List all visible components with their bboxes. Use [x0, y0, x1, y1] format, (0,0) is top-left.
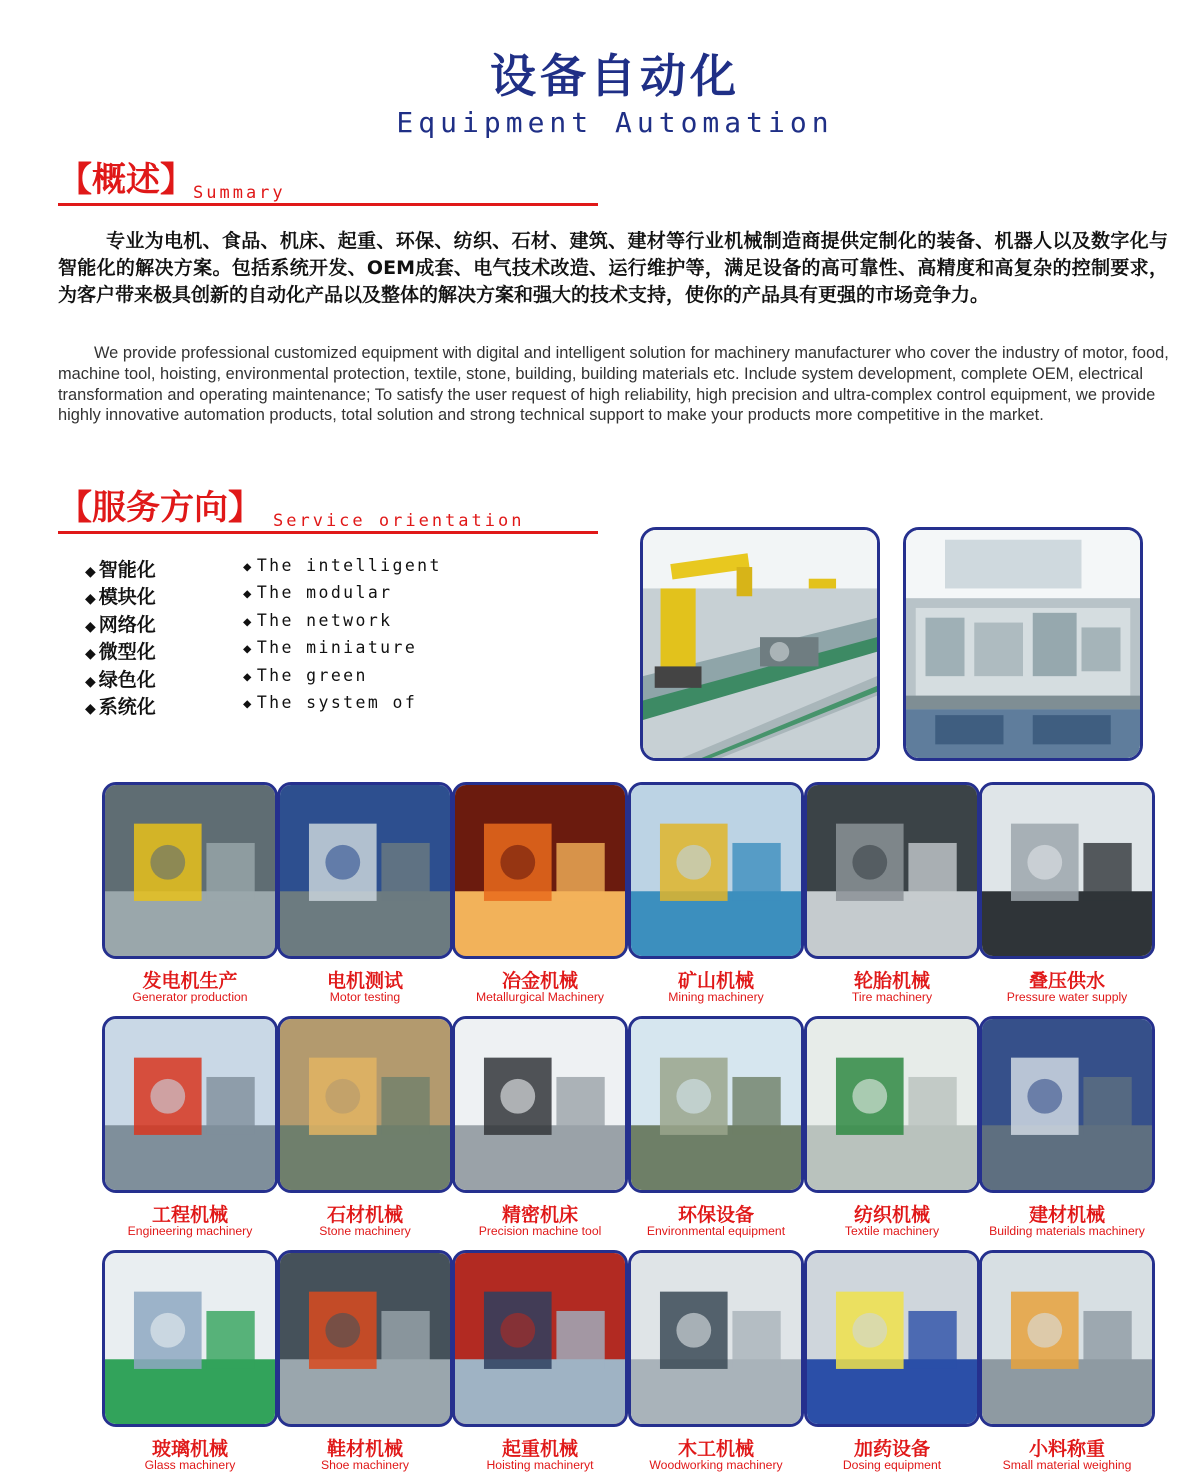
tire-machinery-photo [804, 782, 980, 959]
industry-title-cn: 鞋材机械 [326, 1438, 403, 1460]
service-item-label: The system of [256, 692, 418, 712]
service-heading [58, 490, 598, 534]
shoe-machinery-photo [277, 1250, 453, 1427]
summary-heading [58, 162, 598, 206]
service-list-cn [85, 555, 156, 719]
water-supply-photo [979, 782, 1155, 959]
industry-title-en: Motor testing [329, 990, 401, 1004]
metallurgical-machinery-photo [452, 782, 628, 959]
industry-title-en: Metallurgical Machinery [475, 990, 605, 1004]
industry-card [277, 1250, 453, 1482]
industry-title-cn: 小料称重 [1028, 1438, 1105, 1460]
service-heading-cn: 【服务方向】 [58, 488, 262, 528]
training-lab-bench-photo [903, 527, 1143, 761]
industry-card [628, 782, 804, 1017]
industry-title-cn: 加药设备 [853, 1438, 930, 1460]
service-item-en [243, 556, 442, 583]
industry-title-cn: 冶金机械 [501, 970, 578, 992]
industry-title-en: Shoe machinery [320, 1458, 410, 1472]
service-item-en [243, 693, 442, 720]
industry-title-cn: 叠压供水 [1028, 970, 1105, 992]
diamond-bullet-icon: ◆ [85, 564, 96, 580]
industry-card [804, 782, 980, 1017]
industry-card [102, 1016, 278, 1251]
industry-card [277, 782, 453, 1017]
industry-card [979, 1016, 1155, 1251]
diamond-bullet-icon: ◆ [85, 591, 96, 608]
industry-title-cn: 轮胎机械 [853, 970, 930, 992]
diamond-bullet-icon: ◆ [243, 668, 254, 685]
service-item-en [243, 583, 442, 610]
industry-card [452, 1016, 628, 1251]
building-materials-machinery-photo [979, 1016, 1155, 1193]
service-item-en [243, 638, 442, 665]
summary-heading-cn: 【概述】 [58, 160, 194, 200]
industry-title-cn: 起重机械 [501, 1438, 578, 1460]
page-title-en: Equipment Automation [396, 106, 834, 139]
summary-heading-en: Summary [193, 183, 286, 203]
industry-card [804, 1016, 980, 1251]
industry-title-cn: 木工机械 [677, 1438, 754, 1460]
diamond-bullet-icon: ◆ [85, 673, 96, 690]
industry-title-cn: 玻璃机械 [151, 1438, 228, 1460]
dosing-equipment-photo [804, 1250, 980, 1427]
industry-card [979, 1250, 1155, 1482]
industry-title-en: Mining machinery [668, 990, 764, 1004]
mining-machinery-photo [628, 782, 804, 959]
service-item-cn [85, 555, 156, 582]
motor-testing-photo [277, 782, 453, 959]
service-heading-en: Service orientation [273, 511, 525, 531]
diamond-bullet-icon: ◆ [243, 695, 254, 712]
industry-title-en: Textile machinery [844, 1224, 940, 1238]
industry-card [277, 1016, 453, 1251]
diamond-bullet-icon: ◆ [85, 646, 96, 663]
service-item-en [243, 611, 442, 638]
diamond-bullet-icon: ◆ [243, 641, 254, 658]
industry-card [102, 782, 278, 1017]
industry-title-cn: 精密机床 [501, 1204, 578, 1226]
service-item-cn [85, 637, 156, 664]
glass-machinery-photo [102, 1250, 278, 1427]
service-item-label: 网络化 [98, 613, 156, 636]
industry-title-en: Building materials machinery [989, 1224, 1145, 1238]
small-material-weighing-photo [979, 1250, 1155, 1427]
industry-title-en: Precision machine tool [478, 1224, 602, 1238]
diamond-bullet-icon: ◆ [243, 613, 254, 630]
generator-production-photo [102, 782, 278, 959]
industry-title-en: Generator production [132, 990, 248, 1004]
diamond-bullet-icon: ◆ [243, 559, 254, 575]
service-item-label: The miniature [256, 638, 418, 658]
service-item-label: The network [256, 610, 393, 630]
service-item-cn [85, 610, 156, 637]
diamond-bullet-icon: ◆ [243, 586, 254, 603]
industry-title-en: Hoisting machineryt [486, 1458, 594, 1472]
service-item-label: The intelligent [256, 556, 442, 575]
service-item-cn [85, 692, 156, 719]
service-item-label: 智能化 [98, 559, 156, 581]
industry-title-cn: 石材机械 [326, 1204, 403, 1226]
industry-card [979, 782, 1155, 1017]
summary-text-cn: 专业为电机、食品、机床、起重、环保、纺织、石材、建筑、建材等行业机械制造商提供定制化的装备、机器人以及数字化与智能化的解决方案。包括系统开发、OEM成套、电气技术改造、运行维护等，满足设备的高可靠性、高精度和高复杂的控制要求，为客户带来极具创新的自动化产品以及整体的解决方案和强大的技术支持，使你的产品具有更强的市场竞争力。 [58, 230, 1168, 306]
industry-card [804, 1250, 980, 1482]
industry-title-en: Small material weighing [1002, 1458, 1132, 1472]
industry-title-en: Pressure water supply [1006, 990, 1128, 1004]
robot-production-line-photo [640, 527, 880, 761]
service-item-cn [85, 582, 156, 609]
service-item-en [243, 666, 442, 693]
service-item-label: The green [256, 665, 368, 685]
industry-card [102, 1250, 278, 1482]
environmental-equipment-photo [628, 1016, 804, 1193]
industry-title-cn: 电机测试 [326, 970, 403, 992]
industry-title-cn: 纺织机械 [853, 1204, 930, 1226]
industry-title-en: Woodworking machinery [649, 1458, 783, 1472]
industry-card [628, 1016, 804, 1251]
industry-title-en: Glass machinery [144, 1458, 236, 1472]
stone-machinery-photo [277, 1016, 453, 1193]
summary-text-en: We provide professional customized equipment with digital and intelligent solution for machinery manufacturer who cover the industry of motor, food, machine tool, hoisting, environmental protection, textile, stone, building, building materials etc. Include system development, complete OEM, electrical transformation and operating maintenance; To satisfy the user request of high reliability, high precision and ultra-complex control equipment, we provide highly innovative automation products, total solution and strong technical support to make your products more competitive in the market. [58, 344, 1169, 425]
industry-title-en: Dosing equipment [842, 1458, 942, 1472]
diamond-bullet-icon: ◆ [85, 618, 96, 635]
industry-title-en: Tire machinery [851, 990, 933, 1004]
hoisting-machinery-photo [452, 1250, 628, 1427]
industry-title-cn: 工程机械 [151, 1204, 228, 1226]
service-item-label: 微型化 [98, 641, 156, 664]
industry-title-cn: 发电机生产 [142, 970, 238, 992]
precision-machine-tool-photo [452, 1016, 628, 1193]
industry-title-cn: 建材机械 [1028, 1204, 1105, 1226]
service-item-label: 模块化 [98, 586, 156, 609]
industry-card [452, 782, 628, 1017]
industry-title-cn: 矿山机械 [677, 970, 754, 992]
industry-title-en: Engineering machinery [127, 1224, 253, 1238]
diamond-bullet-icon: ◆ [85, 700, 96, 717]
service-item-label: 绿色化 [98, 668, 156, 691]
textile-machinery-photo [804, 1016, 980, 1193]
industry-title-cn: 环保设备 [677, 1204, 754, 1226]
page-title-cn: 设备自动化 [490, 49, 740, 103]
woodworking-machinery-photo [628, 1250, 804, 1427]
industry-title-en: Environmental equipment [646, 1224, 786, 1238]
service-list-en [243, 556, 442, 720]
industry-card [452, 1250, 628, 1482]
service-item-label: 系统化 [98, 695, 156, 718]
engineering-machinery-photo [102, 1016, 278, 1193]
industry-title-en: Stone machinery [319, 1224, 411, 1238]
service-item-cn [85, 665, 156, 692]
industry-card [628, 1250, 804, 1482]
service-item-label: The modular [256, 583, 393, 603]
